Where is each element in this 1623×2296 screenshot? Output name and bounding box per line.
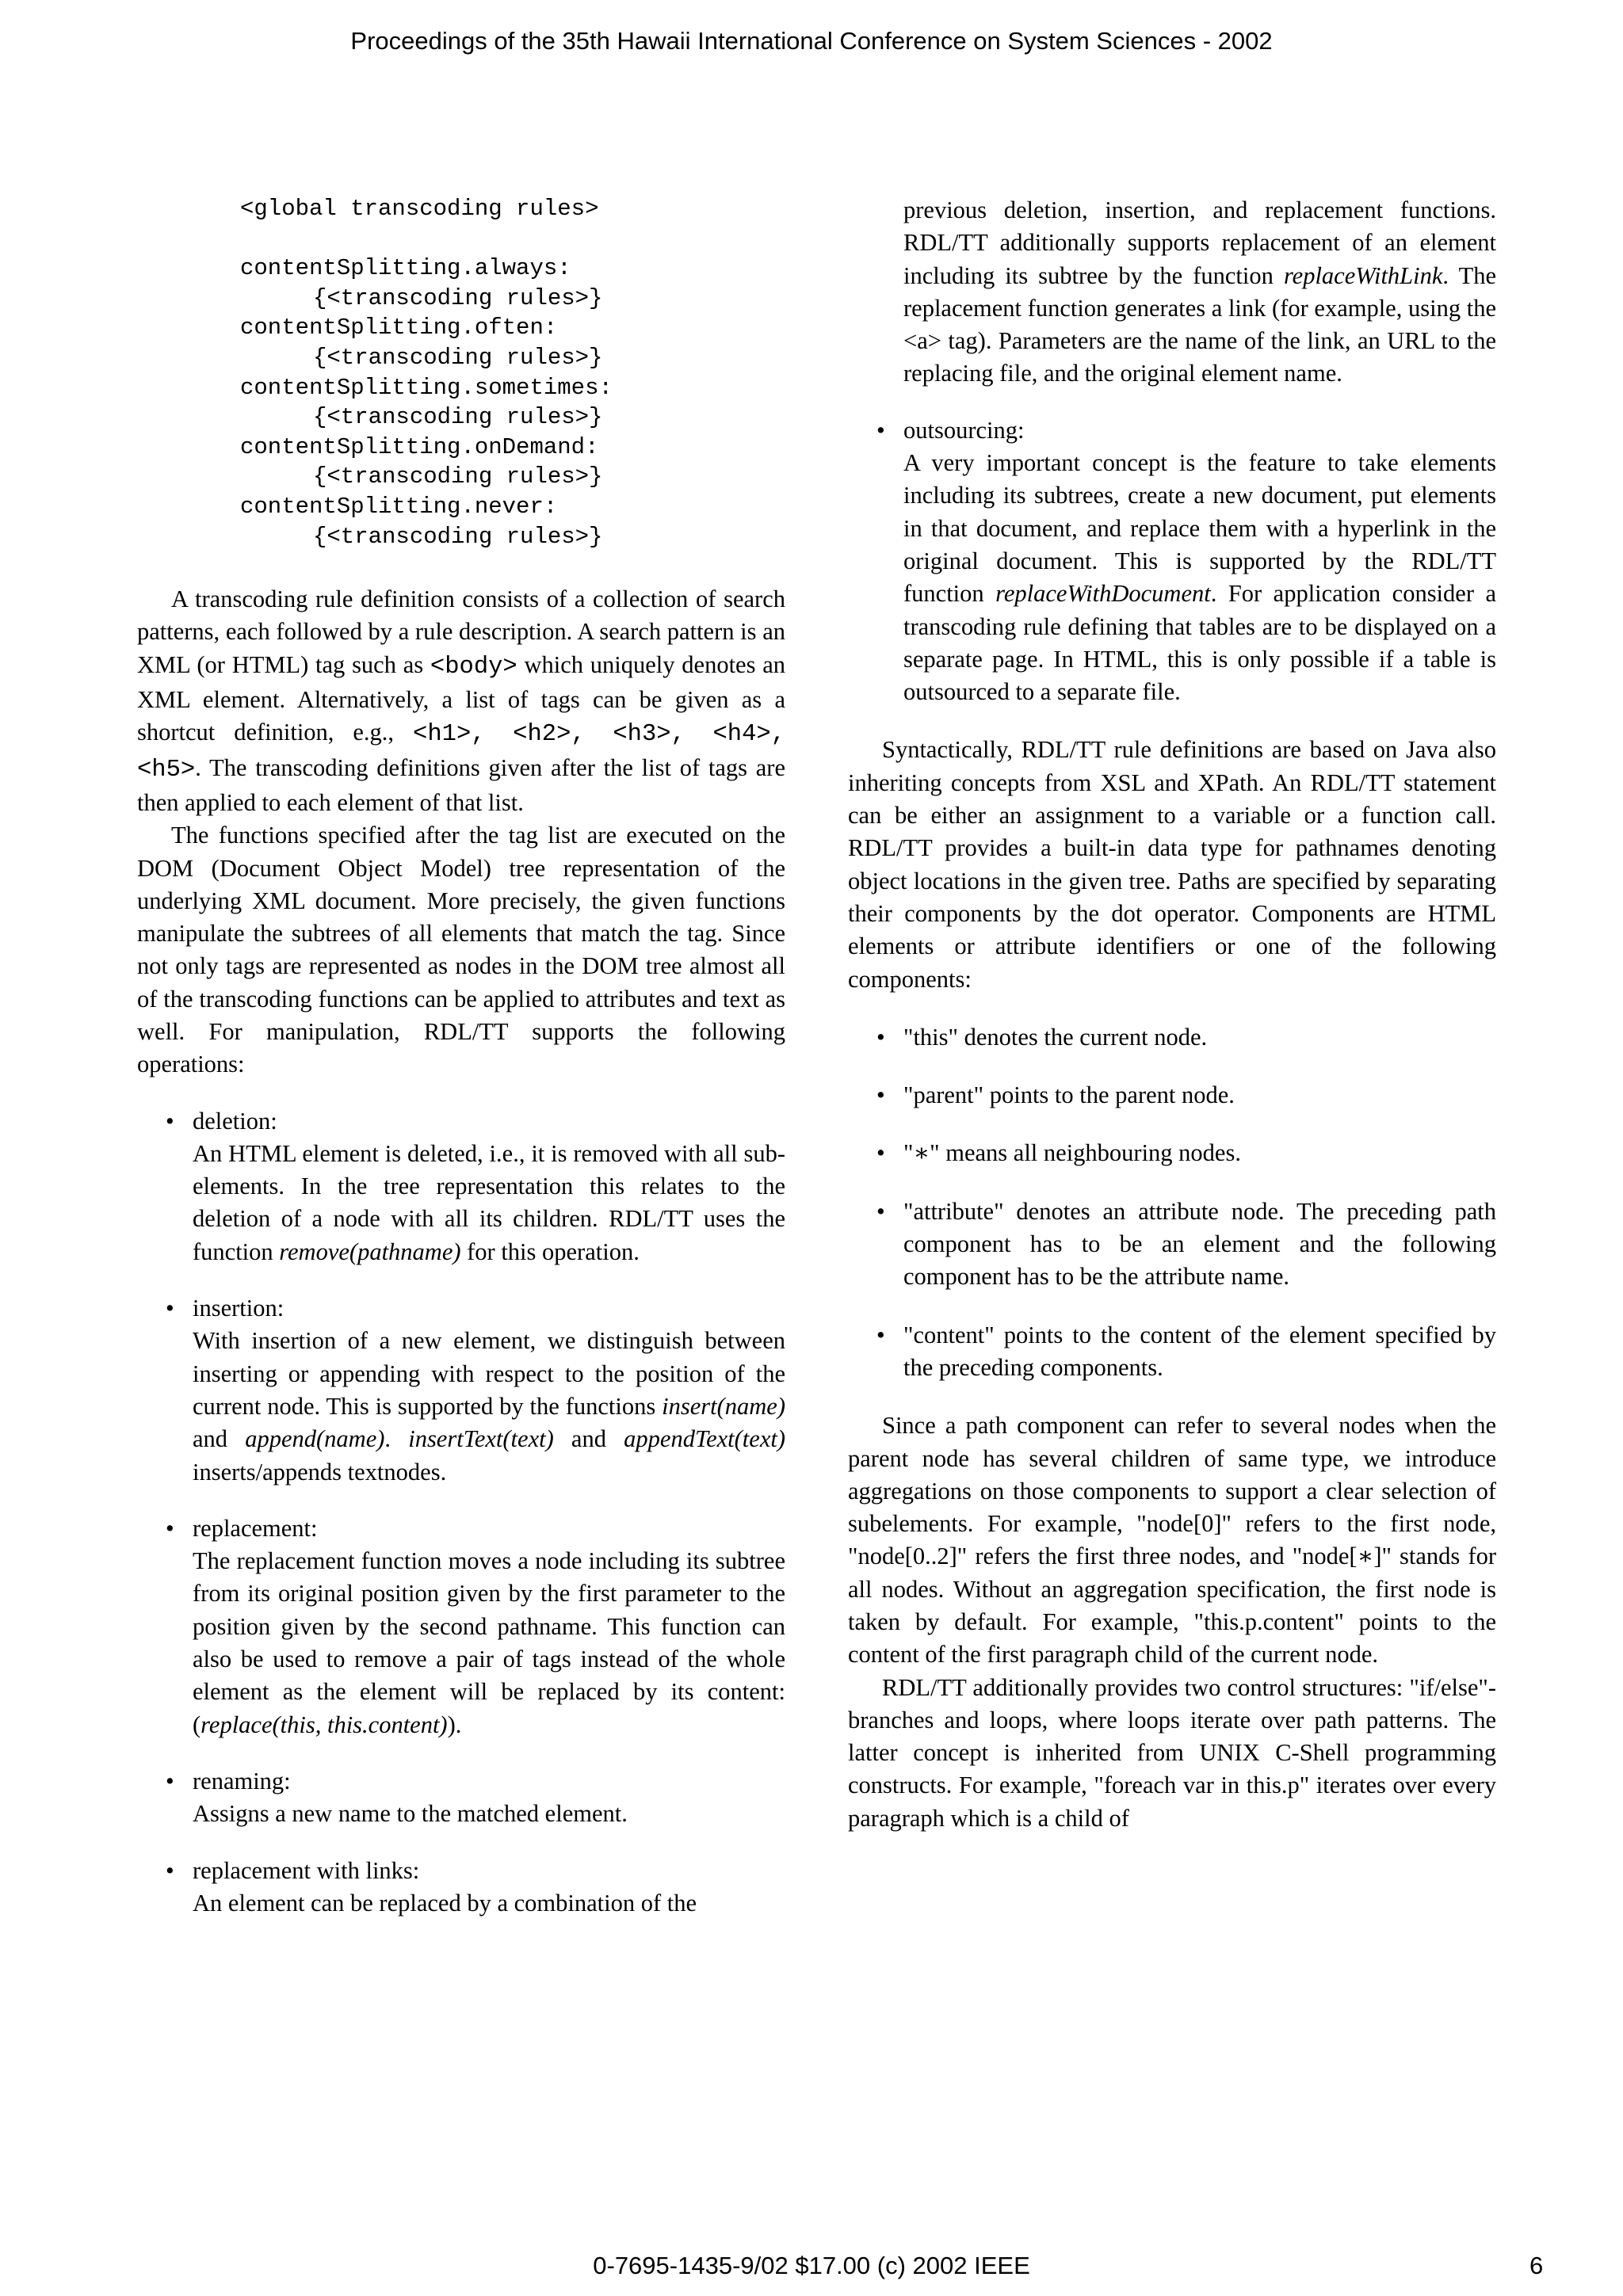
paragraph-syntax: Syntactically, RDL/TT rule definitions are based on Java also inheriting concepts from XSL and XPath. An RDL/TT statement can be either an assignment to a variable or a function call. RDL/TT provides a built-in data type for pathnames denoting object locations in the given tree. Paths are specified by separating their components by the dot operator. Components are HTML elements or attribute identifiers or one of the following components: bbox=[848, 736, 1496, 993]
list-item-component: • "this" denotes the current node. bbox=[848, 1021, 1496, 1054]
code-line: {<transcoding rules>} bbox=[313, 463, 603, 490]
code-line: {<transcoding rules>} bbox=[313, 404, 603, 431]
bullet-icon: • bbox=[876, 1023, 885, 1051]
page-number: 6 bbox=[1529, 2252, 1544, 2279]
running-header: Proceedings of the 35th Hawaii International Conference on System Sciences - 2002 bbox=[350, 27, 1273, 55]
code-block-global-rules bbox=[240, 194, 785, 551]
bullet-icon: • bbox=[876, 1081, 885, 1109]
list-item-component: • "content" points to the content of the element specified by the preceding components. bbox=[848, 1319, 1496, 1385]
list-item-replacement-links bbox=[137, 1855, 785, 1920]
bullet-icon: • bbox=[876, 1139, 885, 1167]
code-line: contentSplitting.sometimes: bbox=[240, 374, 613, 401]
operations-list-continued bbox=[848, 194, 1496, 708]
item-body: With insertion of a new element, we distinguish between inserting or appending with respect to the position of the current node. This is supported by the functions insert(name) and append(name). insertText(text) and appendText(text) inserts/appends textnodes. bbox=[193, 1327, 785, 1486]
list-item-renaming bbox=[137, 1765, 785, 1831]
code-line: {<transcoding rules>} bbox=[313, 284, 603, 311]
list-item-deletion bbox=[137, 1105, 785, 1268]
code-line: contentSplitting.onDemand: bbox=[240, 433, 599, 460]
item-body: Assigns a new name to the matched element. bbox=[193, 1800, 628, 1828]
left-column bbox=[137, 194, 785, 1920]
list-item-insertion bbox=[137, 1292, 785, 1489]
path-components-list bbox=[848, 1021, 1496, 1384]
bullet-icon: • bbox=[876, 416, 885, 444]
list-item-component: • "parent" points to the parent node. bbox=[848, 1079, 1496, 1112]
operations-list bbox=[137, 1105, 785, 1920]
item-body: An HTML element is deleted, i.e., it is removed with all sub-elements. In the tree representation this relates to the deletion of a node with all its children. RDL/TT uses the function remove(pathname) for this operation. bbox=[193, 1139, 785, 1265]
bullet-icon: • bbox=[166, 1767, 174, 1794]
item-body: previous deletion, insertion, and replacement functions. RDL/TT additionally supports replacement of an element including its subtree by the function replaceWithLink. The replacement function generates a link (for example, using the <a> tag). Parameters are the name of the link, an URL to the replacing file, and the original element name. bbox=[903, 196, 1496, 387]
list-item-outsourcing bbox=[848, 414, 1496, 709]
item-label: replacement: bbox=[193, 1514, 318, 1542]
bullet-icon: • bbox=[876, 1321, 885, 1348]
code-line: {<transcoding rules>} bbox=[313, 523, 603, 550]
code-line: contentSplitting.never: bbox=[240, 493, 558, 520]
code-line: {<transcoding rules>} bbox=[313, 344, 603, 371]
bullet-icon: • bbox=[166, 1514, 174, 1542]
bullet-icon: • bbox=[876, 1197, 885, 1225]
bullet-icon: • bbox=[166, 1856, 174, 1884]
item-label: replacement with links: bbox=[193, 1856, 420, 1884]
list-item-component: • "attribute" denotes an attribute node. The preceding path component has to be an element and the following component has to be the attribute name. bbox=[848, 1196, 1496, 1294]
code-title: <global transcoding rules> bbox=[240, 196, 599, 222]
copyright-footer: 0-7695-1435-9/02 $17.00 (c) 2002 IEEE bbox=[593, 2252, 1030, 2279]
bullet-icon: • bbox=[166, 1107, 174, 1135]
paragraph-dom-functions: The functions specified after the tag list are executed on the DOM (Document Object Model) tree representation of the underlying XML document. More precisely, the given functions manipulate the subtrees of all elements that match the tag. Since not only tags are represented as nodes in the DOM tree almost all of the transcoding functions can be applied to attributes and text as well. For manipulation, RDL/TT supports the following operations: bbox=[137, 822, 785, 1078]
item-label: outsourcing: bbox=[903, 416, 1025, 444]
list-item-replacement-links-cont bbox=[848, 194, 1496, 391]
code-line: contentSplitting.often: bbox=[240, 315, 558, 341]
paragraph-rule-definition: A transcoding rule definition consists of a collection of search patterns, each followed by a rule description. A search pattern is an XML (or HTML) tag such as <body> which uniquely denotes an XML element. Alternatively, a list of tags can be given as a shortcut definition, e.g., <h1>, <h2>, <h3>, <h4>, <h5>. The transcoding definitions given after the list of tags are then applied to each element of that list. bbox=[137, 585, 786, 816]
paragraph-control-structures: RDL/TT additionally provides two control structures: "if/else"-branches and loops, where loops iterate over path patterns. The latter concept is inherited from UNIX C-Shell programming constructs. For example, "foreach var in this.p" iterates over every paragraph which is a child of bbox=[848, 1673, 1496, 1832]
item-body: An element can be replaced by a combination of the bbox=[193, 1889, 697, 1917]
list-item-replacement bbox=[137, 1512, 785, 1741]
item-label: insertion: bbox=[193, 1295, 285, 1322]
item-body: The replacement function moves a node including its subtree from its original position given by the first parameter to the position given by the second pathname. This function can also be used to remove a pair of tags instead of the whole element as the element will be replaced by its content: (replace(this, this.content)). bbox=[193, 1547, 785, 1738]
list-item-component: • "∗" means all neighbouring nodes. bbox=[848, 1137, 1496, 1169]
item-body: A very important concept is the feature to take elements including its subtrees, create a new document, put elements in that document, and replace them with a hyperlink in the original document. This is supported by the RDL/TT function replaceWithDocument. For application consider a transcoding rule defining that tables are to be displayed on a separate page. In HTML, this is only possible if a table is outsourced to a separate file. bbox=[903, 449, 1496, 706]
item-label: deletion: bbox=[193, 1107, 277, 1135]
code-line: contentSplitting.always: bbox=[240, 255, 571, 282]
right-column bbox=[848, 194, 1496, 1835]
item-label: renaming: bbox=[193, 1767, 291, 1794]
paragraph-aggregations: Since a path component can refer to several nodes when the parent node has several children of same type, we introduce aggregations on those components to support a clear selection of subelements. For example, "node[0]" refers to the first node, "node[0..2]" refers the first three nodes, and "node[∗]" stands for all nodes. Without an aggregation specification, the first node is taken by default. For example, "this.p.content" points to the content of the first paragraph child of the current node. bbox=[848, 1412, 1496, 1669]
bullet-icon: • bbox=[166, 1295, 174, 1322]
